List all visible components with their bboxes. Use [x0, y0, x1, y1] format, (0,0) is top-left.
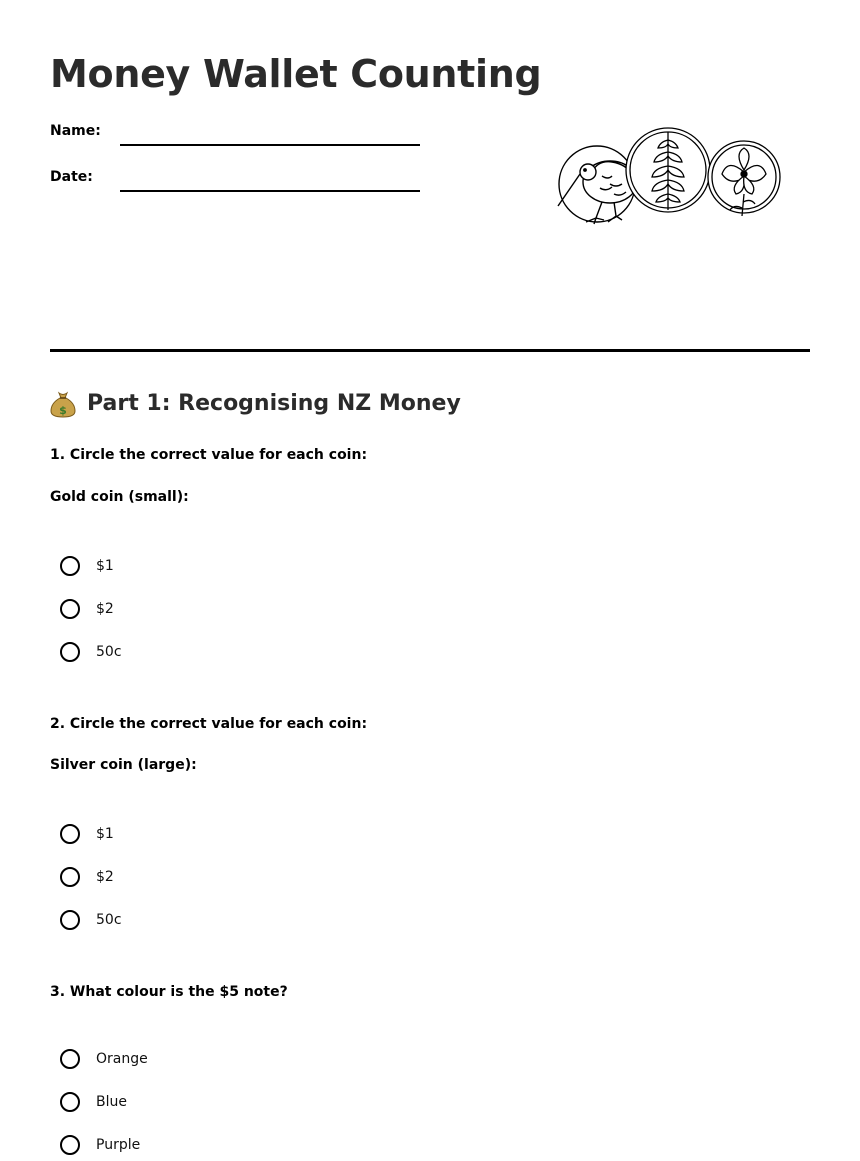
part1-heading-text: Part 1: Recognising NZ Money — [87, 391, 461, 416]
radio-circle[interactable] — [60, 599, 80, 619]
name-label: Name: — [50, 123, 101, 139]
radio-circle[interactable] — [60, 1049, 80, 1069]
date-label: Date: — [50, 169, 93, 185]
question-1-subprompt: Gold coin (small): — [50, 489, 189, 505]
question-2-subprompt: Silver coin (large): — [50, 757, 197, 773]
q1-option-2[interactable] — [60, 596, 114, 622]
q2-option-2[interactable] — [60, 864, 114, 890]
radio-circle[interactable] — [60, 867, 80, 887]
flower-coin-icon — [708, 141, 780, 216]
radio-circle[interactable] — [60, 642, 80, 662]
option-label: Orange — [96, 1051, 148, 1067]
page-title: Money Wallet Counting — [50, 52, 542, 96]
nz-coins-illustration — [552, 124, 784, 228]
q2-option-1[interactable] — [60, 821, 114, 847]
question-2-prompt: 2. Circle the correct value for each coin: — [50, 716, 368, 732]
option-label: Purple — [96, 1137, 141, 1153]
option-label: $1 — [96, 826, 114, 842]
q1-option-3[interactable] — [60, 639, 122, 665]
option-label: $2 — [96, 869, 114, 885]
radio-circle[interactable] — [60, 824, 80, 844]
q2-option-3[interactable] — [60, 907, 122, 933]
money-bag-icon — [50, 390, 76, 418]
name-field-row — [50, 116, 430, 146]
date-field-row — [50, 162, 430, 192]
radio-circle[interactable] — [60, 556, 80, 576]
q3-option-1[interactable] — [60, 1046, 148, 1072]
kiwi-coin-icon — [558, 146, 637, 224]
radio-circle[interactable] — [60, 1135, 80, 1155]
q3-option-3[interactable] — [60, 1132, 140, 1158]
fern-coin-icon — [626, 128, 710, 212]
q1-option-1[interactable] — [60, 553, 114, 579]
section-divider — [50, 349, 810, 352]
option-label: $2 — [96, 601, 114, 617]
question-1-prompt: 1. Circle the correct value for each coin: — [50, 447, 368, 463]
question-3-prompt: 3. What colour is the $5 note? — [50, 984, 288, 1000]
svg-text:$: $ — [59, 404, 67, 417]
option-label: 50c — [96, 644, 122, 660]
radio-circle[interactable] — [60, 910, 80, 930]
option-label: Blue — [96, 1094, 127, 1110]
part1-heading — [50, 388, 461, 420]
option-label: 50c — [96, 912, 122, 928]
option-label: $1 — [96, 558, 114, 574]
name-input-line[interactable] — [120, 144, 420, 146]
radio-circle[interactable] — [60, 1092, 80, 1112]
date-input-line[interactable] — [120, 190, 420, 192]
q3-option-2[interactable] — [60, 1089, 127, 1115]
